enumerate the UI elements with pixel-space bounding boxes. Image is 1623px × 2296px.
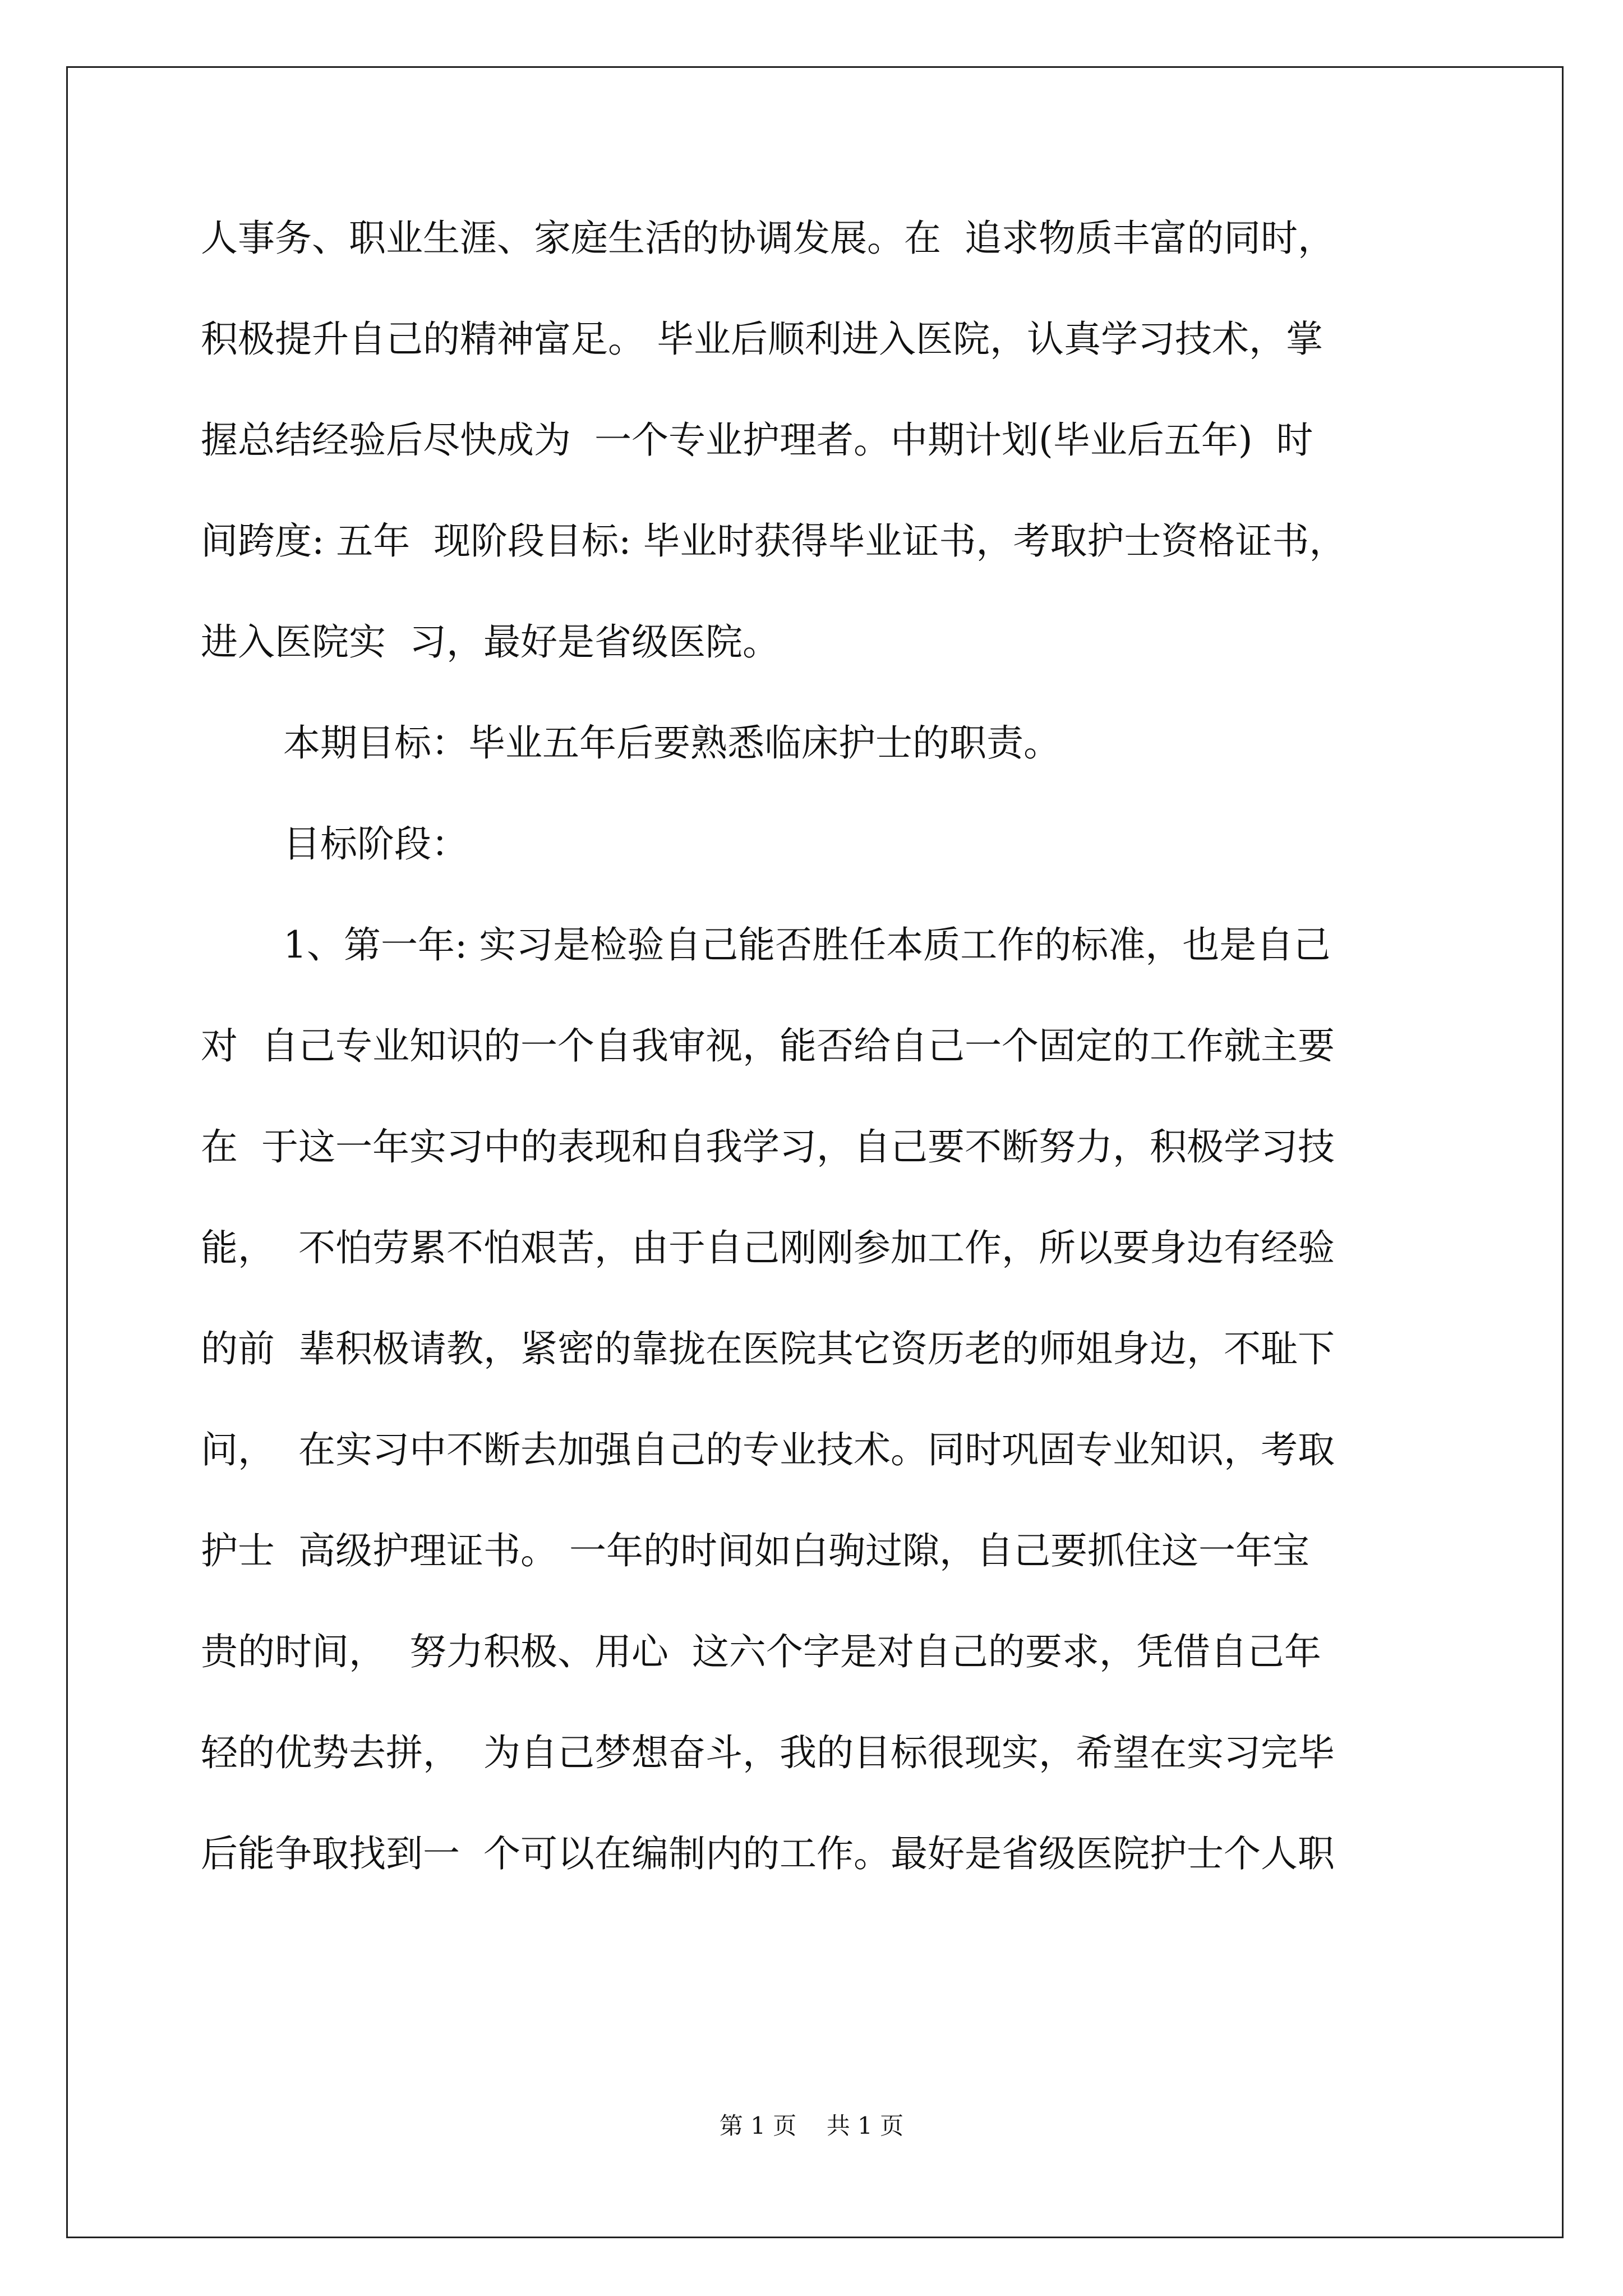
text-line: 对 自己专业知识的一个自我审视，能否给自己一个固定的工作就主要 xyxy=(201,1024,1335,1068)
text-line: 人事务、职业生涯、家庭生活的协调发展。在 追求物质丰富的同时， xyxy=(201,217,1335,260)
text-line: 握总结经验后尽快成为 一个专业护理者。中期计划(毕业后五年) 时 xyxy=(201,418,1313,462)
text-line: 积极提升自己的精神富足。 毕业后顺利进入医院，认真学习技术，掌 xyxy=(201,318,1323,361)
text-line: 目标阶段： xyxy=(283,822,468,866)
text-line: 贵的时间， 努力积极、用心 这六个字是对自己的要求，凭借自己年 xyxy=(201,1630,1321,1673)
text-line: 护士 高级护理证书。 一年的时间如白驹过隙，自己要抓住这一年宝 xyxy=(201,1529,1310,1572)
text-line: 进入医院实 习，最好是省级医院。 xyxy=(201,620,780,664)
text-line: 能， 不怕劳累不怕艰苦，由于自己刚刚参加工作，所以要身边有经验 xyxy=(201,1226,1335,1269)
text-line: 的前 辈积极请教，紧密的靠拢在医院其它资历老的师姐身边，不耻下 xyxy=(201,1327,1335,1370)
text-line: 本期目标：毕业五年后要熟悉临床护士的职责。 xyxy=(283,721,1061,765)
text-line: 问， 在实习中不断去加强自己的专业技术。同时巩固专业知识，考取 xyxy=(201,1428,1335,1471)
text-line: 1、第一年: 实习是检验自己能否胜任本质工作的标准，也是自己 xyxy=(283,923,1331,967)
text-line: 后能争取找到一 个可以在编制内的工作。最好是省级医院护士个人职 xyxy=(201,1832,1335,1875)
page-number-footer: 第 1 页 共 1 页 xyxy=(719,2112,904,2139)
text-line: 轻的优势去拼， 为自己梦想奋斗，我的目标很现实，希望在实习完毕 xyxy=(201,1731,1335,1774)
text-line: 间跨度: 五年 现阶段目标: 毕业时获得毕业证书，考取护士资格证书， xyxy=(201,519,1347,563)
text-line: 在 于这一年实习中的表现和自我学习，自己要不断努力，积极学习技 xyxy=(201,1125,1335,1168)
